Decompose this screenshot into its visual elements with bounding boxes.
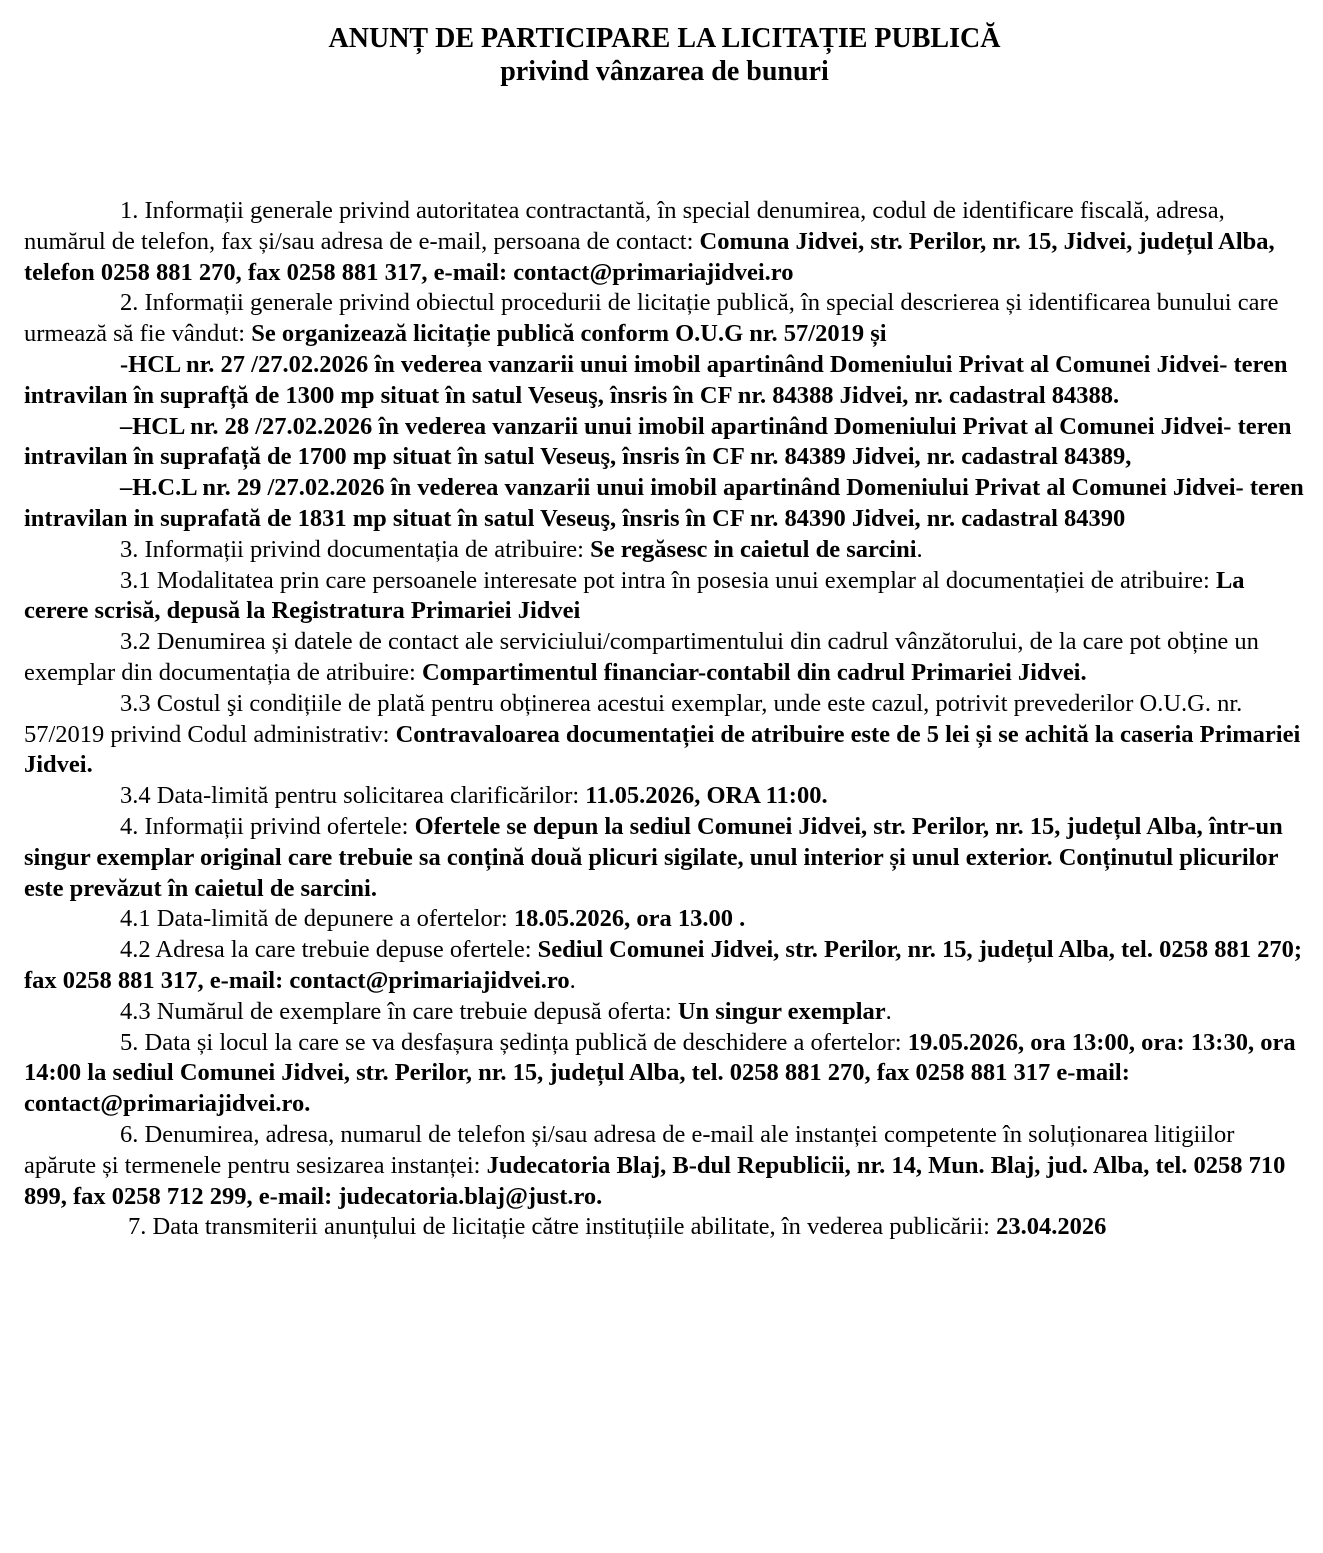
section-4-2-text: 4.2 Adresa la care trebuie depuse ofertele:: [120, 936, 538, 964]
section-3-2: [24, 627, 1305, 689]
section-3-3-value: Contravaloarea documentației de atribuire este de 5 lei și se achită la caseria Primariei Jidvei.: [24, 720, 1301, 779]
title-line-2: privind vânzarea de bunuri: [500, 56, 829, 87]
section-4-1-value: 18.05.2026, ora 13.00 .: [513, 905, 746, 933]
section-3-2-value: Compartimentul financiar-contabil din cadrul Primariei Jidvei.: [421, 658, 1087, 686]
hcl-28-item: [24, 412, 1305, 474]
section-5-value: 19.05.2026, ora 13:00, ora: 13:30, ora 14:00 la sediul Comunei Jidvei, str. Perilor, nr. 15, județul Alba, tel. 0258 881 270, fax 0258 881 317 e-mail: contact@primariajidvei.ro.: [24, 1028, 1296, 1118]
section-7-text: 7. Data transmiterii anunțului de licitație către instituțiile abilitate, în vederea publicării:: [128, 1213, 997, 1241]
section-4-3-text: 4.3 Numărul de exemplare în care trebuie depusă oferta:: [120, 997, 678, 1025]
section-1-text: 1. Informații generale privind autoritatea contractantă, în special denumirea, codul de identificare fiscală, adresa, numărul de telefon, fax și/sau adresa de e-mail, persoana de contact:: [24, 197, 1225, 255]
section-1: [24, 196, 1305, 288]
section-3-4-value: 11.05.2026, ORA 11:00.: [585, 782, 828, 810]
document-title: [24, 22, 1305, 88]
section-3-3-text: 3.3 Costul şi condițiile de plată pentru obținerea acestui exemplar, unde este cazul, potrivit prevederilor O.U.G. nr. 57/2019 privind Codul administrativ:: [24, 689, 1243, 748]
section-3-after: .: [916, 535, 923, 563]
section-4-3-value: Un singur exemplar: [677, 997, 886, 1025]
section-4-1-text: 4.1 Data-limită de depunere a ofertelor:: [120, 905, 514, 933]
section-3-2-text: 3.2 Denumirea și datele de contact ale serviciului/compartimentului din cadrul vânzătorului, de la care pot obține un exemplar din documentația de atribuire:: [24, 628, 1259, 686]
section-2-value: Se organizează licitație publică conform O.U.G nr. 57/2019 și: [251, 320, 887, 348]
section-3-1-value: La cerere scrisă, depusă la Registratura Primariei Jidvei: [24, 566, 1245, 625]
section-2: [24, 288, 1305, 350]
section-3-4-text: 3.4 Data-limită pentru solicitarea clarificărilor:: [120, 782, 586, 810]
section-3: [24, 535, 1305, 566]
section-3-4: [24, 781, 1305, 812]
announcement-body: [24, 196, 1305, 1243]
section-7-value: 23.04.2026: [996, 1213, 1107, 1241]
section-3-1-text: 3.1 Modalitatea prin care persoanele interesate pot intra în posesia unui exemplar al documentației de atribuire:: [120, 566, 1216, 594]
section-6-text: 6. Denumirea, adresa, numarul de telefon și/sau adresa de e-mail ale instanței competente în soluționarea litigiilor apărute și termenele pentru sesizarea instanței:: [24, 1120, 1235, 1179]
hcl-29-value: –H.C.L nr. 29 /27.02.2026 în vederea vanzarii unui imobil apartinând Domeniului Privat al Comunei Jidvei- teren intravilan in suprafată de 1831 mp situat în satul Veseuş, însris în CF nr. 84390 Jidvei, nr. cadastral 84390: [24, 474, 1304, 532]
section-4-text: 4. Informații privind ofertele:: [120, 812, 415, 840]
section-4-2-value: Sediul Comunei Jidvei, str. Perilor, nr. 15, județul Alba, tel. 0258 881 270; fax 0258 881 317, e-mail: contact@primariajidvei.ro: [24, 936, 1302, 994]
section-2-text: 2. Informații generale privind obiectul procedurii de licitație publică, în special descrierea și identificarea bunului care urmează să fie vândut:: [24, 289, 1279, 348]
section-3-1: [24, 566, 1305, 628]
section-3-text: 3. Informații privind documentația de atribuire:: [120, 535, 591, 563]
section-1-value: Comuna Jidvei, str. Perilor, nr. 15, Jidvei, județul Alba, telefon 0258 881 270, fax 0258 881 317, e-mail: contact@primariajidvei.ro: [24, 227, 1275, 286]
section-4-2-after: .: [569, 966, 576, 994]
section-4-2: [24, 935, 1305, 997]
hcl-29-item: [24, 473, 1305, 535]
hcl-27-value: -HCL nr. 27 /27.02.2026 în vederea vanzarii unui imobil apartinând Domeniului Privat al Comunei Jidvei- teren intravilan în suprafță de 1300 mp situat în satul Veseuş, însris în CF nr. 84388 Jidvei, nr. cadastral 84388.: [24, 350, 1288, 409]
section-4-1: [24, 904, 1305, 935]
section-4-3: [24, 997, 1305, 1028]
title-line-1: ANUNȚ DE PARTICIPARE LA LICITAȚIE PUBLICĂ: [328, 23, 1001, 54]
section-4-value: Ofertele se depun la sediul Comunei Jidvei, str. Perilor, nr. 15, județul Alba, într-un singur exemplar original care trebuie sa conțină două plicuri sigilate, unul interior și unul exterior. Conținutul plicurilor este prevăzut în caietul de sarcini.: [24, 812, 1283, 902]
section-5: [24, 1028, 1305, 1120]
section-6: [24, 1120, 1305, 1212]
section-5-text: 5. Data și locul la care se va desfașura ședința publică de deschidere a ofertelor:: [120, 1028, 908, 1056]
section-4-3-after: .: [885, 997, 892, 1025]
hcl-28-value: –HCL nr. 28 /27.02.2026 în vederea vanzarii unui imobil apartinând Domeniului Privat al Comunei Jidvei- teren intravilan în suprafață de 1700 mp situat în satul Veseuş, însris în CF nr. 84389 Jidvei, nr. cadastral 84389,: [24, 412, 1292, 471]
section-3-value: Se regăsesc in caietul de sarcini: [590, 535, 917, 563]
section-3-3: [24, 689, 1305, 781]
section-7: [24, 1212, 1305, 1243]
section-6-value: Judecatoria Blaj, B-dul Republicii, nr. 14, Mun. Blaj, jud. Alba, tel. 0258 710 899, fax 0258 712 299, e-mail: judecatoria.blaj@just.ro.: [24, 1151, 1286, 1210]
section-4: [24, 812, 1305, 904]
hcl-27-item: [24, 350, 1305, 412]
